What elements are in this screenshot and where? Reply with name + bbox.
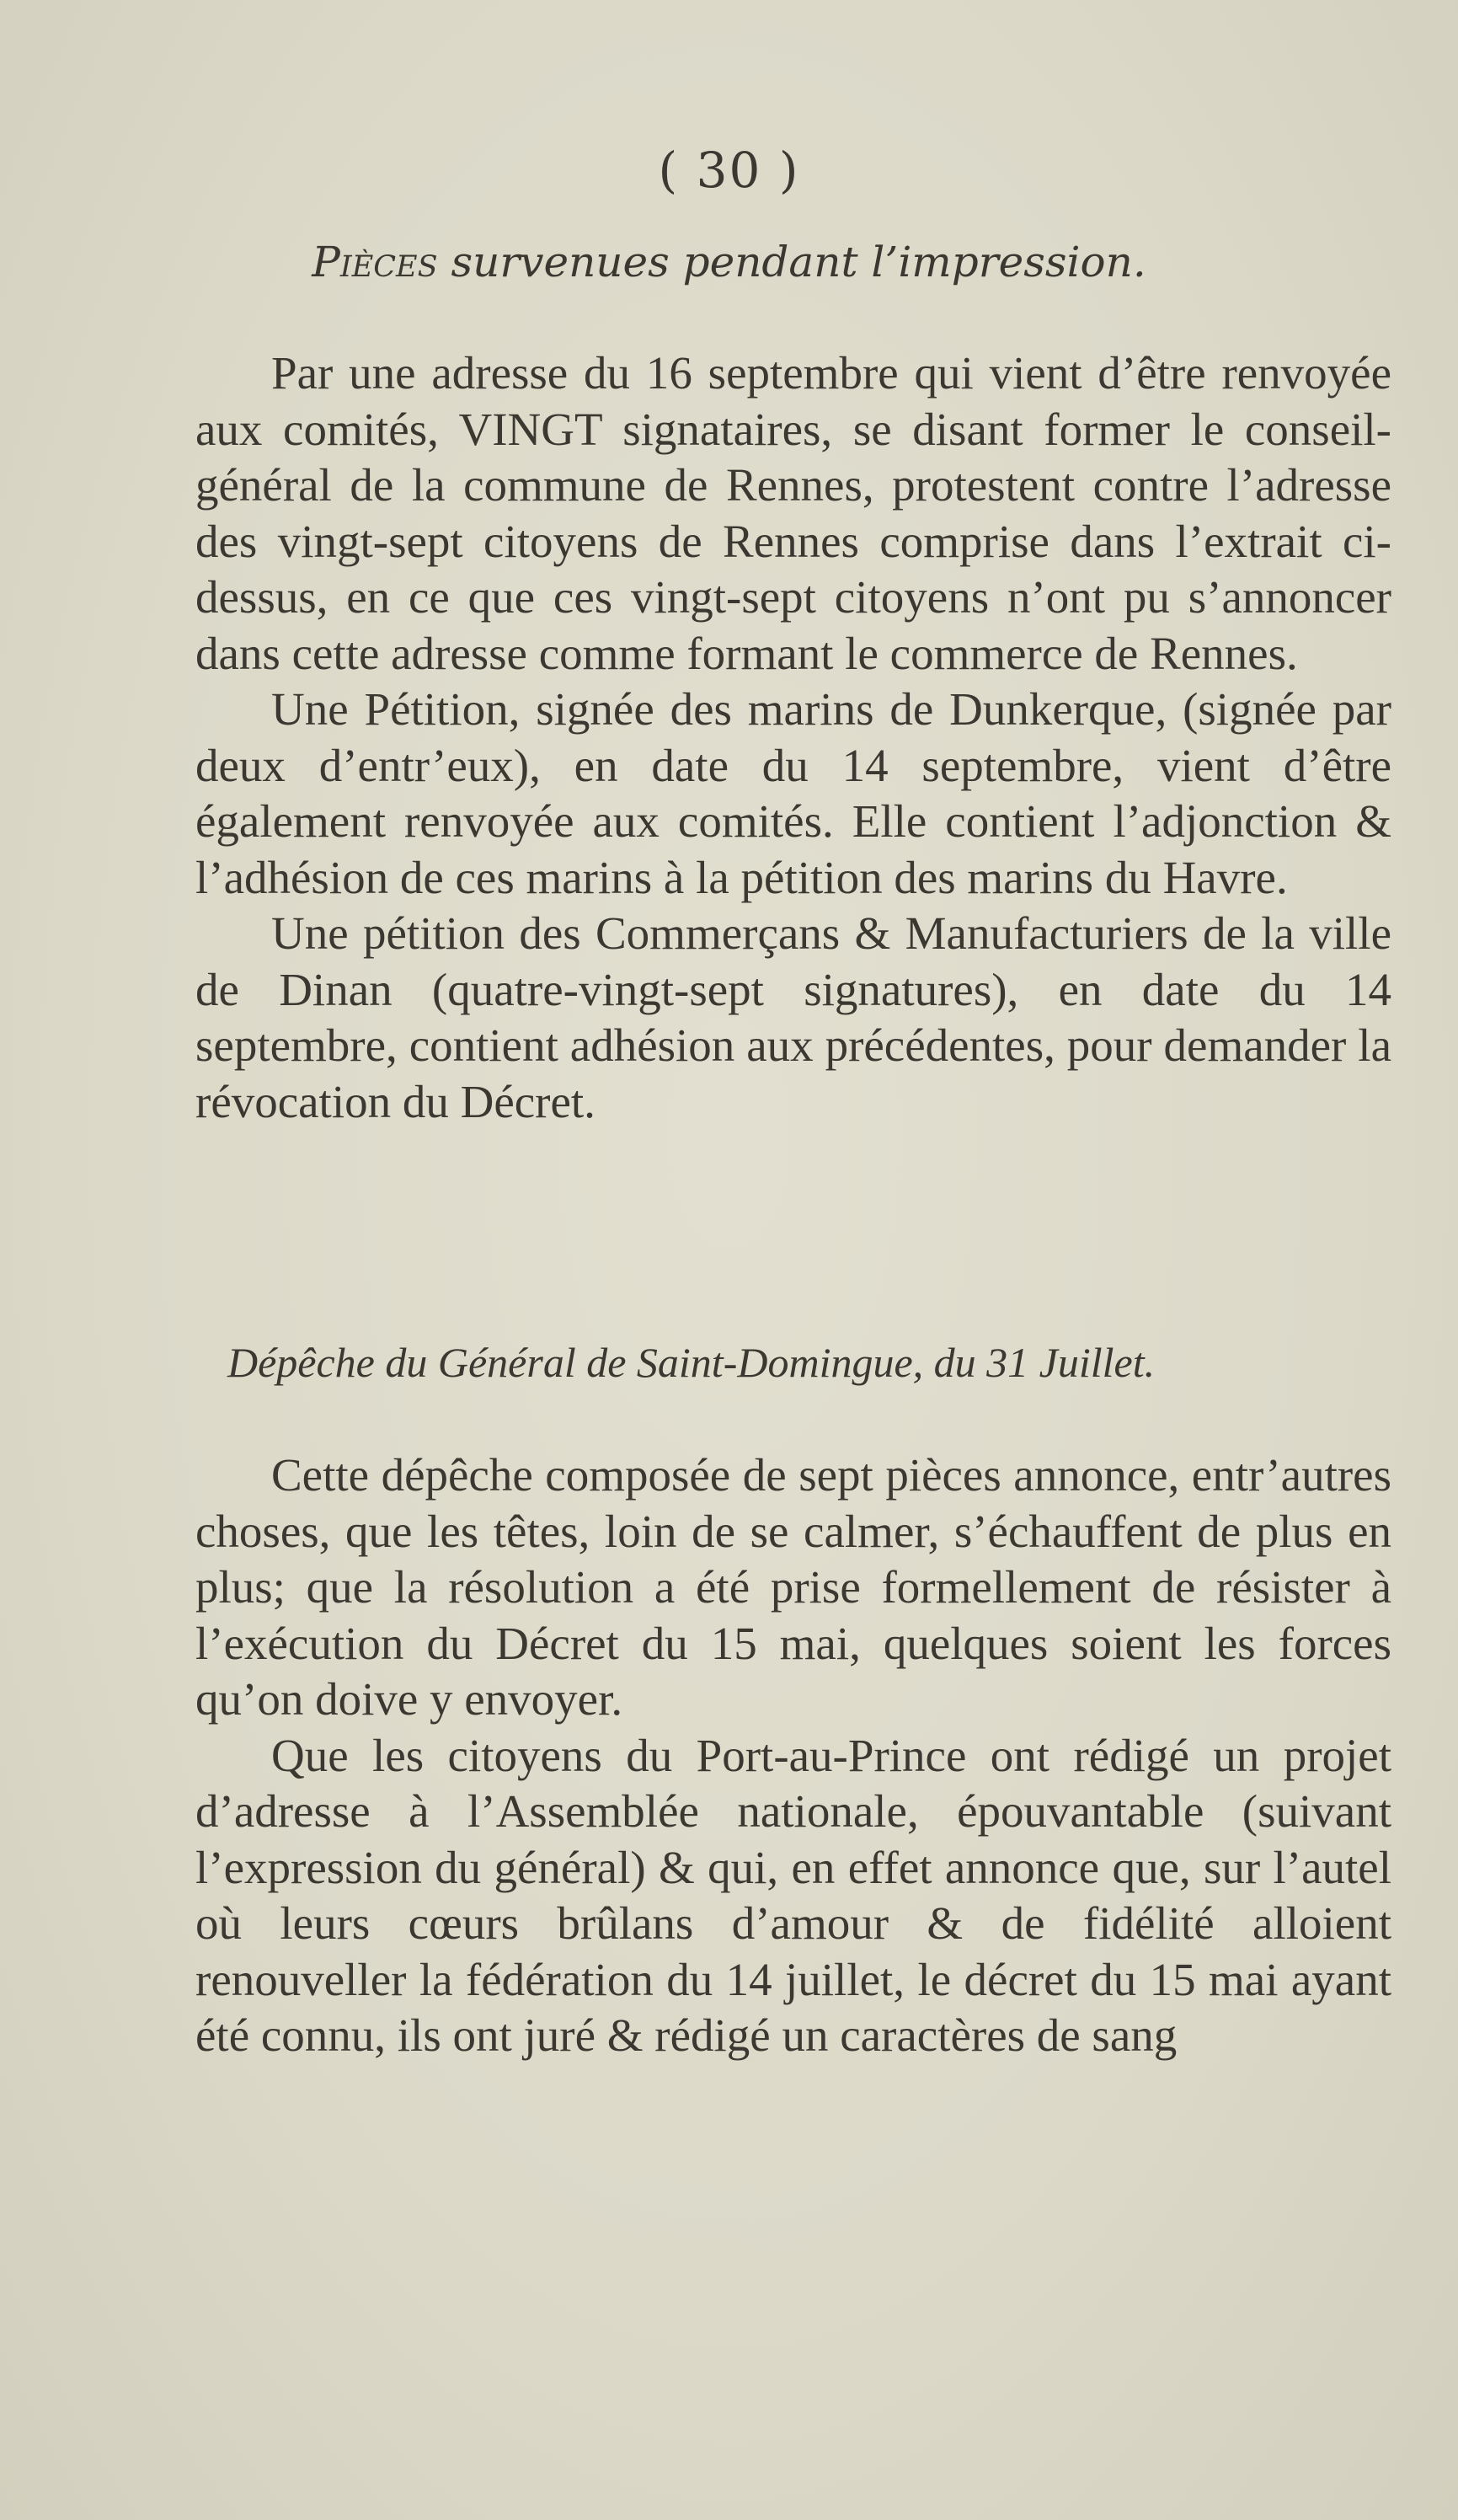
- heading-rest: survenues pendant l’impression.: [451, 238, 1146, 286]
- paragraph: Que les citoyens du Port-au-Prince ont rédigé un projet d’adresse à l’Assemblée nationale, épouvantable (suivant l’expression du général) & qui, en effet annonce que, sur l’autel où leurs cœurs brûlans d’amour & de fidélité alloient renouveller la fédération du 14 juillet, le décret du 15 mai ayant été connu, ils ont juré & rédigé un caractères de sang: [195, 1729, 1391, 2061]
- body-text-section-2: [195, 1447, 1391, 2064]
- paragraph: Une pétition des Commerçans & Manufacturiers de la ville de Dinan (quatre-vingt-sept signatures), en date du 14 septembre, contient adhésion aux précédentes, pour demander la révocation du Décret.: [195, 907, 1391, 1127]
- section-heading: [0, 238, 1458, 286]
- heading-lead: Pièces: [312, 238, 438, 286]
- paragraph: Cette dépêche composée de sept pièces annonce, entr’autres choses, que les têtes, loin de se calmer, s’échauffent de plus en plus; que la résolution a été prise formellement de résister à l’exécution du Décret du 15 mai, quelques soient les forces qu’on doive y envoyer.: [195, 1449, 1391, 1725]
- page-number: ( 30 ): [658, 142, 800, 199]
- paragraph: Une Pétition, signée des marins de Dunkerque, (signée par deux d’entr’eux), en date du 14 septembre, vient d’être également renvoyée aux comités. Elle contient l’adjonction & l’adhésion de ces marins à la pétition des marins du Havre.: [195, 683, 1391, 903]
- dispatch-subheading: Dépêche du Général de Saint-Domingue, du 31 Juillet.: [227, 1339, 1156, 1386]
- paragraph: Par une adresse du 16 septembre qui vient d’être renvoyée aux comités, VINGT signataires, se disant former le conseil-général de la commune de Rennes, protestent contre l’adresse des vingt-sept citoyens de Rennes comprise dans l’extrait ci-dessus, en ce que ces vingt-sept citoyens n’ont pu s’annoncer dans cette adresse comme formant le commerce de Rennes.: [195, 347, 1391, 679]
- body-text-section-1: [195, 345, 1391, 1130]
